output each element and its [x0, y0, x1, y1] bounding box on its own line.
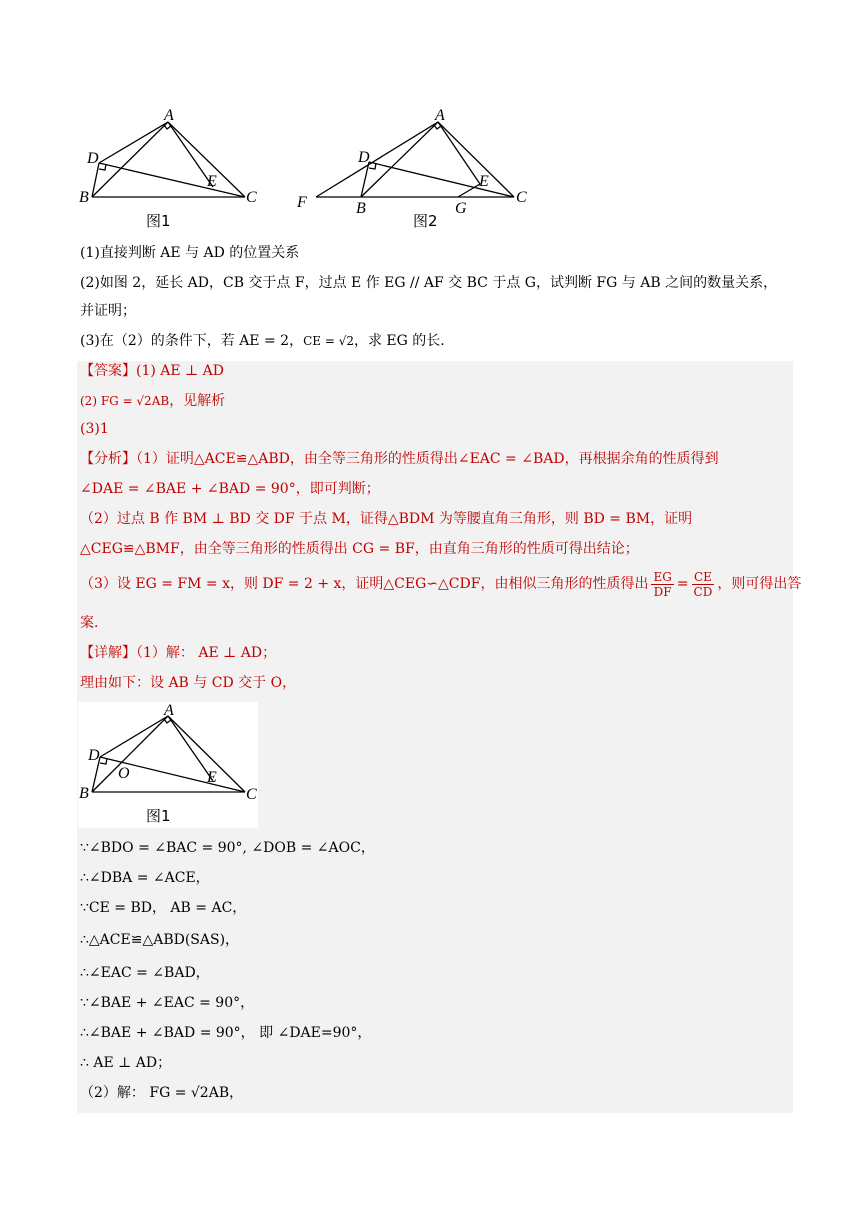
- question-2-number: (2): [80, 275, 100, 291]
- detail-d2: 理由如下：设 AB 与 CD 交于 O，: [80, 675, 297, 691]
- fig1-label-D: D: [87, 150, 99, 167]
- analysis-p3b: 案.: [80, 615, 99, 631]
- question-3: [80, 331, 445, 351]
- question-1: [80, 243, 299, 263]
- detail-tag: 【详解】: [80, 645, 136, 661]
- detail-line-1: [80, 643, 276, 663]
- fig1-caption: 图1: [146, 212, 171, 230]
- question-2-text: 如图 2，延长 AD，CB 交于点 F，过点 E 作 EG // AF 交 BC 于点 G，试判断 FG 与 AB 之间的数量关系，: [99, 275, 778, 291]
- question-1-text: 直接判断 AE 与 AD 的位置关系: [99, 245, 300, 261]
- answer-line-1: [80, 361, 224, 381]
- fig3-label-D: D: [88, 747, 100, 764]
- proof-step-1: ∵∠BDO = ∠BAC = 90°, ∠DOB = ∠AOC，: [80, 840, 375, 856]
- analysis-line-1: [80, 449, 719, 469]
- fig3-label-C: C: [246, 786, 257, 803]
- answer-1: (1) AE ⊥ AD: [136, 363, 225, 379]
- fraction-eg-df-numerator: EG: [653, 569, 672, 584]
- answer-3: (3)1: [80, 421, 109, 437]
- fig2-label-F: F: [297, 194, 307, 211]
- figure-1-diagram: [75, 105, 265, 235]
- proof-step-2: ∴∠DBA = ∠ACE，: [80, 870, 210, 886]
- proof-step-7: ∴∠BAE + ∠BAD = 90°， 即 ∠DAE=90°，: [80, 1025, 372, 1041]
- answer-line-2: [80, 391, 225, 411]
- fig1-label-C: C: [246, 189, 257, 206]
- analysis-p2b: △CEG≌△BMF，由全等三角形的性质得出 CG = BF，由直角三角形的性质可得出结论；: [80, 541, 639, 557]
- fig1-label-B: B: [79, 189, 89, 206]
- fig3-label-E: E: [207, 769, 217, 786]
- fraction-ce-cd: [692, 570, 715, 599]
- answer-2-tail: ，见解析: [169, 393, 226, 409]
- fig2-label-E: E: [479, 173, 489, 190]
- fig2-caption: 图2: [413, 212, 438, 230]
- question-2: [80, 273, 777, 293]
- answer-2-formula: (2) FG = √2AB: [80, 394, 170, 408]
- proof-step-3: ∵CE = BD， AB = AC，: [80, 900, 247, 916]
- analysis-p2: （2）过点 B 作 BM ⊥ BD 交 DF 于点 M，证得△BDM 为等腰直角三角形，则 BD = BM，证明: [80, 511, 693, 527]
- question-3-ce-formula: CE = √2: [303, 334, 354, 348]
- question-3-number: (3): [80, 333, 100, 349]
- fig3-label-B: B: [79, 785, 89, 802]
- fig3-label-O: O: [118, 765, 130, 782]
- fig3-caption: 图1: [146, 807, 171, 825]
- fig3-label-A: A: [164, 702, 174, 719]
- fig2-label-D: D: [358, 149, 370, 166]
- question-3-tail: ，求 EG 的长.: [353, 333, 445, 349]
- answer-tag: 【答案】: [80, 363, 136, 379]
- fraction-ce-cd-numerator: CE: [692, 570, 715, 585]
- fig2-label-C: C: [516, 189, 527, 206]
- proof-step-9: （2）解： FG = √2AB，: [80, 1085, 244, 1101]
- fraction-eg-df: [651, 570, 673, 599]
- question-2-continued: 并证明；: [80, 303, 136, 319]
- fig1-label-A: A: [164, 107, 174, 124]
- analysis-p1: （1）证明△ACE≌△ABD，由全等三角形的性质得出∠EAC = ∠BAD，再根据余角的性质得到: [136, 451, 719, 467]
- analysis-tag: 【分析】: [80, 451, 136, 467]
- figure-1: [75, 105, 265, 235]
- figure-1-with-o-diagram: [78, 702, 258, 828]
- proof-step-4: ∴△ACE≌△ABD(SAS)，: [80, 932, 240, 948]
- fraction-eg-df-denominator: DF: [653, 584, 672, 599]
- figure-2-diagram: [292, 105, 542, 235]
- fig2-label-A: A: [435, 107, 445, 124]
- analysis-line-3: [80, 569, 801, 599]
- question-1-number: (1): [80, 245, 100, 261]
- analysis-p1b: ∠DAE = ∠BAE + ∠BAD = 90°，即可判断；: [80, 481, 380, 497]
- fig2-label-G: G: [455, 200, 467, 217]
- proof-step-8: ∴ AE ⊥ AD；: [80, 1055, 172, 1071]
- fraction-equals: =: [676, 576, 689, 592]
- detail-d1: （1）解： AE ⊥ AD；: [136, 645, 277, 661]
- question-3-text: 在（2）的条件下，若 AE = 2，: [99, 333, 304, 349]
- fraction-ce-cd-denominator: CD: [693, 584, 713, 599]
- fig2-label-B: B: [356, 200, 366, 217]
- fig1-label-E: E: [207, 173, 217, 190]
- figure-2: [292, 105, 542, 235]
- proof-step-5: ∴∠EAC = ∠BAD，: [80, 965, 210, 981]
- figure-1-with-o: [78, 702, 258, 828]
- analysis-p3-tail: ，则可得出答: [717, 576, 802, 592]
- analysis-p3: （3）设 EG = FM = x，则 DF = 2 + x，证明△CEG∽△CDF，由相似三角形的性质得出: [80, 576, 649, 592]
- proof-step-6: ∵∠BAE + ∠EAC = 90°，: [80, 995, 255, 1011]
